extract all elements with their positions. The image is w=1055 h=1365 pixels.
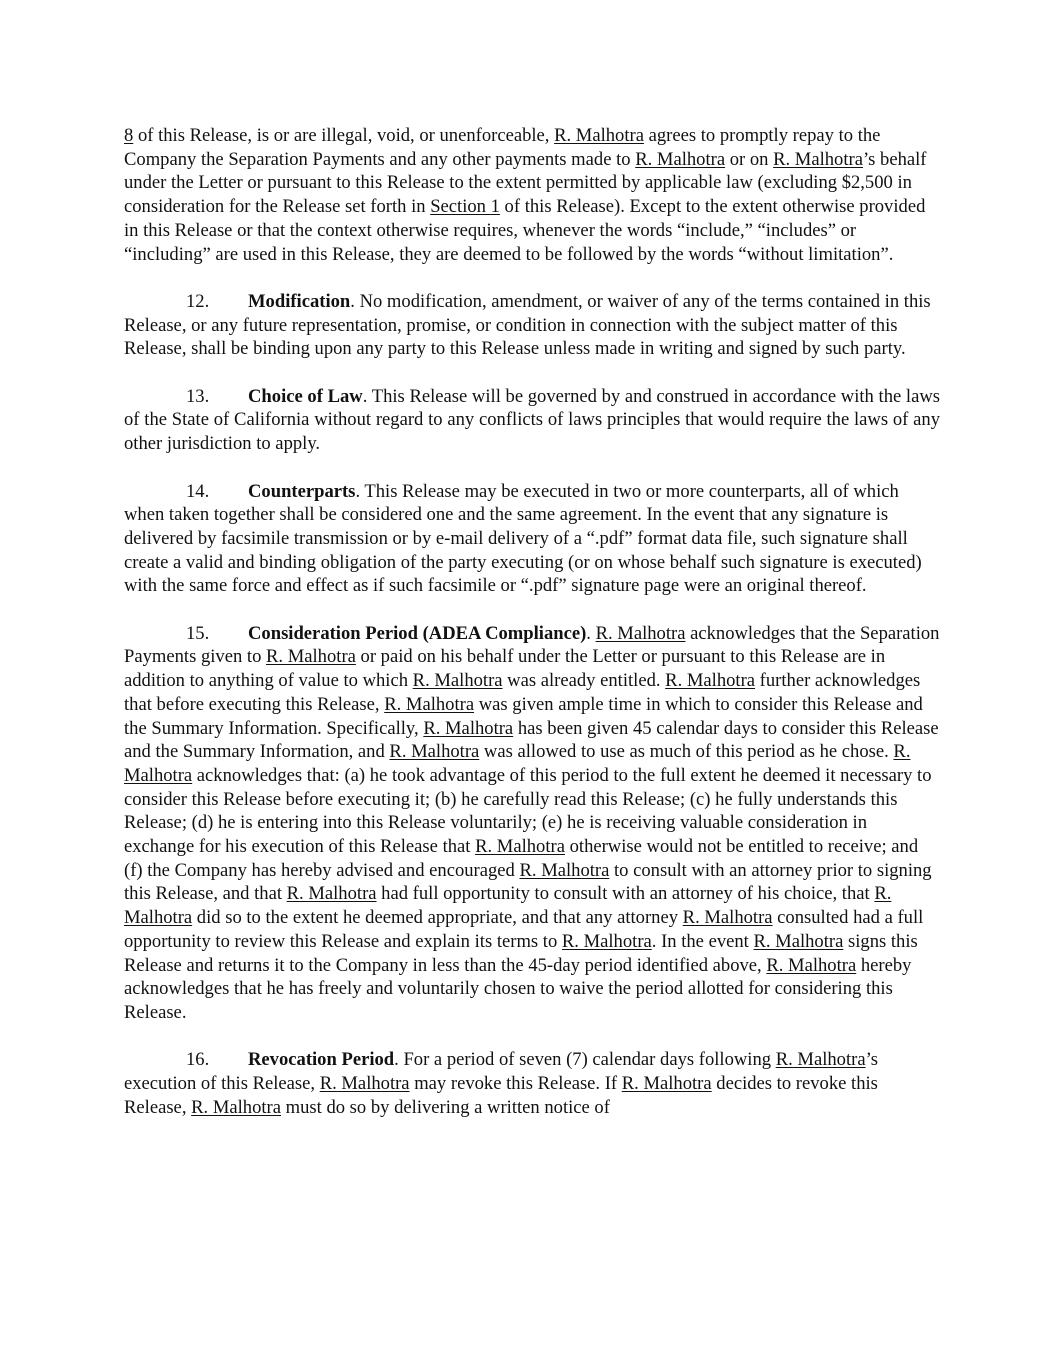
party-name: R. Malhotra xyxy=(384,693,475,715)
party-name: R. Malhotra xyxy=(773,148,863,170)
text-run: may revoke this Release. If xyxy=(409,1073,622,1095)
section-15-consideration-period xyxy=(124,622,940,1025)
text-run: otherwise would not be entitled to receive; and (f) the Company has hereby advised and encouraged xyxy=(124,836,919,881)
section-13-choice-of-law xyxy=(124,385,940,456)
text-run: . No modification, amendment, or waiver of any of the terms contained in this Release, or any future representation, promise, or condition in connection with the subject matter of this Release, shall be binding upon any party to this Release unless made in writing and signed by such party. xyxy=(124,290,931,360)
section-reference: Section 1 xyxy=(430,196,500,218)
text-run: did so to the extent he deemed appropriate, and that any attorney xyxy=(192,907,683,929)
section-16-revocation-period xyxy=(124,1048,940,1119)
section-number: 14. xyxy=(186,480,210,502)
text-run: has been given 45 calendar days to consider this Release and the Summary Information, and xyxy=(124,717,939,763)
party-name: R. Malhotra xyxy=(561,930,652,952)
text-run: was already entitled. xyxy=(502,670,666,692)
text-run: or paid on his behalf under the Letter or pursuant to this Release are in addition to anything of value to which xyxy=(124,646,886,692)
party-name: R. Malhotra xyxy=(286,883,377,905)
section-heading: Modification xyxy=(248,290,351,312)
section-number: 12. xyxy=(186,290,210,312)
party-name: R. Malhotra xyxy=(423,717,514,739)
text-run: or on xyxy=(725,148,774,170)
party-name: R. Malhotra xyxy=(124,883,892,929)
section-14-counterparts xyxy=(124,480,940,599)
text-run: . For a period of seven (7) calendar days following xyxy=(394,1049,776,1071)
text-run: was allowed to use as much of this period as he chose. xyxy=(479,741,894,763)
party-name: R. Malhotra xyxy=(554,125,644,146)
text-run: hereby acknowledges that he has freely and voluntarily chosen to waive the period allotted for considering this Release. xyxy=(124,954,912,1023)
party-name: R. Malhotra xyxy=(124,741,911,786)
party-name: R. Malhotra xyxy=(766,954,857,976)
text-run: signs this Release and returns it to the Company in less than the 45-day period identified above, xyxy=(124,930,918,976)
party-name: R. Malhotra xyxy=(753,930,844,952)
section-heading: Revocation Period xyxy=(248,1049,395,1071)
text-run: to consult with an attorney prior to signing this Release, and that xyxy=(124,859,932,905)
party-name: R. Malhotra xyxy=(191,1096,281,1118)
party-name: R. Malhotra xyxy=(635,148,726,170)
party-name: R. Malhotra xyxy=(682,907,773,929)
text-run: acknowledges that: (a) he took advantage of this period to the full extent he deemed it necessary to consider this Release before executing it; (b) he carefully read this Release; (c) he fully understands this Release; (d) he is entering into this Release voluntarily; (e) he is receiving valuable consideration in exchange for his execution of this Release that xyxy=(124,764,932,858)
section-number: 15. xyxy=(186,622,210,644)
text-run: . This Release may be executed in two or more counterparts, all of which when taken together shall be considered one and the same agreement. In the event that any signature is delivered by facsimile transmission or by e-mail delivery of a “.pdf” format data file, such signature shall create a valid and binding obligation of the party executing (or on whose behalf such signature is executed) with the same force and effect as if such facsimile or “.pdf” signature page were an original thereof. xyxy=(124,480,922,597)
paragraph-continued xyxy=(124,124,940,266)
text-run: of this Release, is or are illegal, void, or unenforceable, xyxy=(133,125,555,146)
party-name: R. Malhotra xyxy=(389,741,480,763)
party-name: R. Malhotra xyxy=(475,836,565,858)
section-heading: Counterparts xyxy=(248,480,356,502)
party-name: R. Malhotra xyxy=(621,1073,712,1095)
text-run: . This Release will be governed by and construed in accordance with the laws of the State of California without regard to any conflicts of laws principles that would require the laws of any other jurisdiction to apply. xyxy=(124,385,940,455)
text-run: ’s execution of this Release, xyxy=(124,1049,878,1095)
section-number: 16. xyxy=(186,1049,210,1071)
section-heading: Consideration Period (ADEA Compliance) xyxy=(248,622,587,644)
party-name: R. Malhotra xyxy=(266,646,356,668)
text-run: ’s behalf under the Letter or pursuant to this Release to the extent permitted by applicable law (excluding $2,500 in consideration for the Release set forth in xyxy=(124,148,927,218)
party-name: R. Malhotra xyxy=(595,622,686,644)
text-run: must do so by delivering a written notice of xyxy=(280,1096,610,1118)
text-run: decides to revoke this Release, xyxy=(124,1073,878,1118)
text-run: had full opportunity to consult with an attorney of his choice, that xyxy=(376,883,875,905)
section-heading: Choice of Law xyxy=(248,385,363,407)
party-name: R. Malhotra xyxy=(412,670,503,692)
party-name: R. Malhotra xyxy=(775,1049,866,1071)
text-run: was given ample time in which to consider this Release and the Summary Information. Specifically, xyxy=(124,693,923,739)
text-run: further acknowledges that before executing this Release, xyxy=(124,670,921,715)
section-12-modification xyxy=(124,290,940,361)
party-name: R. Malhotra xyxy=(665,670,756,692)
text-run: acknowledges that the Separation Payments given to xyxy=(124,622,940,668)
party-name: R. Malhotra xyxy=(519,859,610,881)
text-run: . In the event xyxy=(651,930,754,952)
section-reference: 8 xyxy=(124,125,134,146)
text-run: consulted had a full opportunity to review this Release and explain its terms to xyxy=(124,907,924,952)
text-run: . xyxy=(586,622,596,644)
text-run: of this Release). Except to the extent otherwise provided in this Release or that the context otherwise requires, whenever the words “include,” “includes” or “including” are used in this Release, they are deemed to be followed by the words “without limitation”. xyxy=(124,196,926,265)
party-name: R. Malhotra xyxy=(319,1073,410,1095)
section-number: 13. xyxy=(186,385,210,407)
document-page xyxy=(124,124,940,1143)
text-run: agrees to promptly repay to the Company the Separation Payments and any other payments made to xyxy=(124,125,881,170)
